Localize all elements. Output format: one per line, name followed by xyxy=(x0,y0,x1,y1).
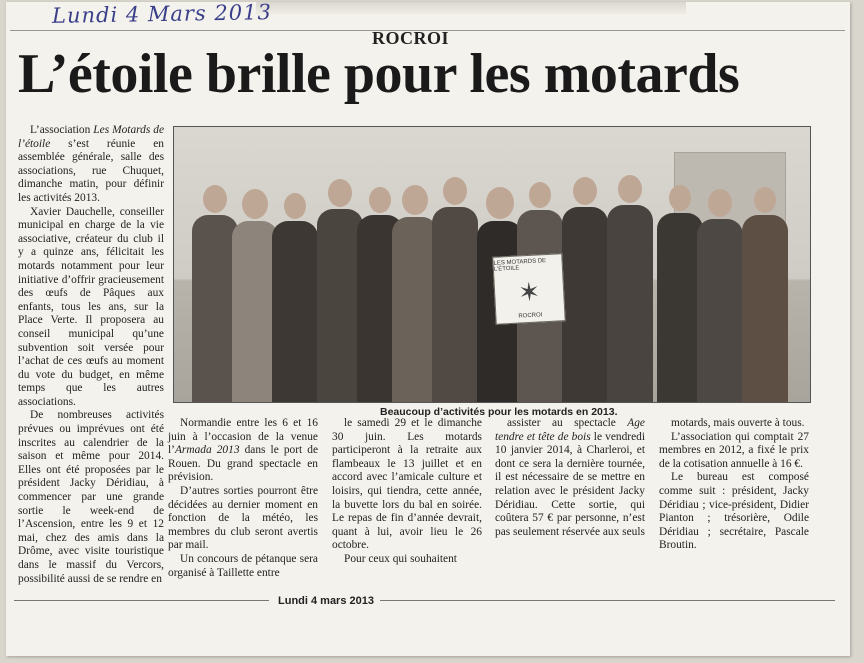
article-paragraph: assister au spectacle Age tendre et tête de bois le vendredi 10 janvier 2014, à Charleroi, et dont ce sera la dernière tournée, il est nécessaire de se mettre en relation avec le président Jacky Déridiau. Cette sortie, qui coûtera 57 € par personne, n’est pas seulement réservée aux seuls xyxy=(495,417,645,538)
article-paragraph: De nombreuses activités prévues ou imprévues ont été inscrites au calendrier de la saison et même pour 2014. Elles ont été proposées par le président Jacky Déridiau, à commencer par une grande sortie le week-end de l’Ascension, entre les 9 et 12 mai, chez des amis dans la Drôme, avec visite touristique dans le massif du Vercors, possibilité aussi de se rendre en xyxy=(18,409,164,585)
article-paragraph: Normandie entre les 6 et 16 juin à l’occasion de la venue l’Armada 2013 dans le port de Rouen. Du grand spectacle en prévision. xyxy=(168,417,318,484)
club-sign-bottom: ROCROI xyxy=(518,312,543,320)
article-paragraph: Xavier Dauchelle, conseiller municipal en charge de la vie associative, créateur du club il y a quinze ans, félicitait les motards notamment pour leur initiative d’offrir gracieusement des œufs de Pâques aux enfants, tous les ans, sur la Place Verte. Il proposera au conseil municipal qu’une subvention soit versée pour l’achat de ces œufs au moment du vote du budget, en même temps que les autres associations. xyxy=(18,205,164,408)
photo-person xyxy=(697,189,743,402)
headline: L’étoile brille pour les motards xyxy=(18,43,740,105)
article-column-5 xyxy=(659,417,809,553)
article-paragraph: L’association qui comptait 27 membres en 2012, a fixé le prix de la cotisation annuelle à 16 €. xyxy=(659,430,809,470)
club-sign-top: LES MOTARDS DE L’ÉTOILE xyxy=(493,258,547,273)
footer-rule-right xyxy=(380,600,835,601)
handwritten-date: Lundi 4 Mars 2013 xyxy=(51,0,273,28)
star-icon: ✶ xyxy=(517,276,541,308)
article-column-4 xyxy=(495,417,645,539)
footer-rule-left xyxy=(14,600,269,601)
article-paragraph: D’autres sorties pourront être décidées au dernier moment en fonction de la météo, les membres du club seront avertis par mail. xyxy=(168,484,318,552)
article-paragraph: Pour ceux qui souhaitent xyxy=(344,552,457,565)
article-paragraph: Un concours de pétanque sera organisé à Taillette entre xyxy=(168,552,318,579)
photo-person xyxy=(562,177,608,402)
photo-caption: Beaucoup d’activités pour les motards en 2013. xyxy=(380,406,618,418)
section-label: ROCROI xyxy=(372,28,450,48)
article-paragraph: motards, mais ouverte à tous. xyxy=(671,417,805,429)
photo-person xyxy=(742,187,788,402)
photo-person xyxy=(272,193,318,402)
group-photo xyxy=(173,126,811,403)
article-paragraph: L’association Les Motards de l’étoile s’est réunie en assemblée générale, salle des associations, rue Chuquet, dimanche matin, pour définir les activités 2013. xyxy=(18,124,164,204)
photo-person xyxy=(607,175,653,402)
article-column-3 xyxy=(332,417,482,567)
footer-date: Lundi 4 mars 2013 xyxy=(274,595,378,607)
photo-person xyxy=(432,177,478,402)
article-column-2 xyxy=(168,417,318,580)
article-column-1 xyxy=(18,124,164,586)
bleed-through-strip xyxy=(256,2,686,14)
article-paragraph: Le bureau est composé comme suit : président, Jacky Déridiau ; vice-président, Didier Pianton ; trésorière, Odile Déridiau ; secrétaire, Pascale Broutin. xyxy=(659,471,809,552)
club-sign xyxy=(492,253,565,325)
article-paragraph: le samedi 29 et le dimanche 30 juin. Les motards participeront à la retraite aux flambeaux le 13 juillet et en accord avec l’amicale culture et loisirs, qui tiendra, cette année, la buvette lors du bal en soirée. Le repas de fin d’année devrait, quant à lui, avoir lieu le 26 octobre. xyxy=(332,417,482,552)
